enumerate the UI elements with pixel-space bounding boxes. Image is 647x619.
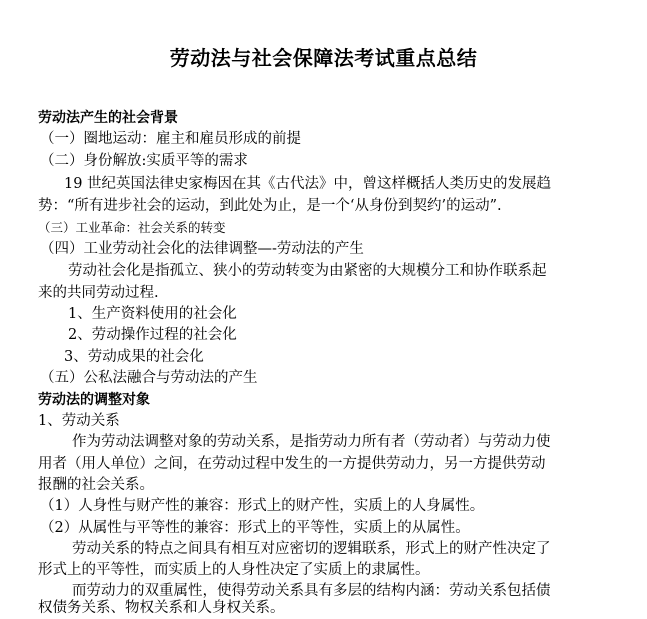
paragraph-line: （二）身份解放:实质平等的需求 — [40, 153, 248, 169]
paragraph-line: 报酬的社会关系。 — [38, 477, 154, 493]
paragraph-line: 劳动关系的特点之间具有相互对应密切的逻辑联系，形式上的财产性决定了 — [72, 541, 551, 557]
paragraph-line: （2）从属性与平等性的兼容：形式上的平等性，实质上的从属性。 — [40, 520, 470, 536]
section-heading-object: 劳动法的调整对象 — [38, 392, 150, 408]
paragraph-line: 作为劳动法调整对象的劳动关系，是指劳动力所有者（劳动者）与劳动力使 — [72, 434, 551, 450]
document-title: 劳动法与社会保障法考试重点总结 — [169, 46, 478, 70]
paragraph-line: 形式上的平等性，而实质上的人身性决定了实质上的隶属性。 — [38, 562, 430, 578]
paragraph-line: 1、劳动关系 — [38, 413, 120, 429]
paragraph-line: 用者（用人单位）之间，在劳动过程中发生的一方提供劳动力，另一方提供劳动 — [38, 456, 546, 472]
paragraph-line: （三）工业革命：社会关系的转变 — [38, 220, 226, 235]
paragraph-line: （1）人身性与财产性的兼容：形式上的财产性，实质上的人身属性。 — [40, 498, 485, 514]
paragraph-line: 来的共同劳动过程. — [38, 285, 159, 301]
paragraph-line: 而劳动力的双重属性，使得劳动关系具有多层的结构内涵：劳动关系包括债 — [72, 583, 551, 599]
list-item: 1、生产资料使用的社会化 — [68, 306, 237, 322]
section-heading-background: 劳动法产生的社会背景 — [38, 110, 178, 126]
list-item: 2、劳动操作过程的社会化 — [68, 327, 237, 343]
paragraph-line: 势：“所有进步社会的运动，到此处为止，是一个‘从身份到契约’的运动”. — [38, 198, 502, 214]
paragraph-line: （一）圈地运动：雇主和雇员形成的前提 — [40, 131, 301, 147]
paragraph-line: 19 世纪英国法律史家梅因在其《古代法》中，曾这样概括人类历史的发展趋 — [64, 176, 552, 192]
list-item: 3、劳动成果的社会化 — [64, 349, 204, 365]
paragraph-line: （五）公私法融合与劳动法的产生 — [40, 370, 258, 386]
paragraph-line: （四）工业劳动社会化的法律调整—-劳动法的产生 — [40, 241, 364, 257]
paragraph-line: 权债务关系、物权关系和人身权关系。 — [38, 600, 285, 616]
paragraph-line: 劳动社会化是指孤立、狭小的劳动转变为由紧密的大规模分工和协作联系起 — [68, 263, 547, 279]
